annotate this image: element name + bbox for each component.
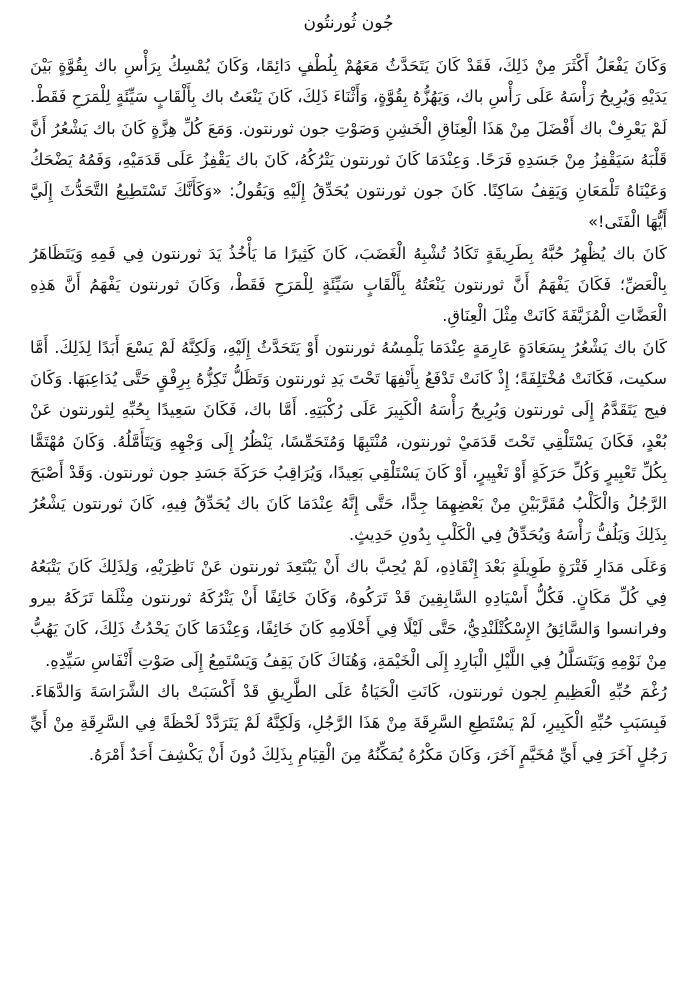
- paragraph-4: وَعَلَى مَدَارِ فَتْرَةٍ طَوِيلَةٍ بَعْدَ إِنْقَاذِهِ، لَمْ يُحِبَّ باك أَنْ يَبْتَعِدَ ثورنتون عَنْ نَاظِرَيْهِ، وَلِذَلِكَ كَانَ يَتْبَعُهُ فِي كُلِّ مَكَانٍ. فَكُلُّ أَسْيَادِهِ السَّابِقِينَ قَدْ تَرَكُوهُ، وَكَانَ خَائِفًا أَنْ يَتْرُكَهُ ثورنتون مِثْلَمَا تَرَكَهُ بيرو وفرانسوا وَالسَّائِقُ الإِسْكُتْلَنْدِيُّ، حَتَّى لَيْلًا فِي أَحْلَامِهِ كَانَ خَائِفًا، وَعِنْدَمَا كَانَ يَحْدُثُ ذَلِكَ، كَانَ يَهُبُّ مِنْ نَوْمِهِ وَيَتَسَلَّلُ فِي اللَّيْلِ الْبَارِدِ إِلَى الْخَيْمَةِ، وَهُنَاكَ كَانَ يَقِفُ وَيَسْتَمِعُ إِلَى صَوْتِ أَنْفَاسِ سَيِّدِهِ.: [30, 556, 667, 670]
- paragraph-1: وَكَانَ يَفْعَلُ أَكْثَرَ مِنْ ذَلِكَ، فَقَدْ كَانَ يَتَحَدَّثُ مَعَهُمْ بِلُطْفٍ دَائِمًا، وَكَانَ يُمْسِكُ بِرَأْسِ باك بِقُوَّةٍ بَيْنَ يَدَيْهِ وَيُرِيحُ رَأْسَهُ عَلَى رَأْسِ باك، وَيَهُزُّهُ بِقُوَّةٍ، وَأَثْنَاءَ ذَلِكَ، كَانَ يَنْعَتُ باك بِأَلْقَابٍ سَيِّئَةٍ لِلْمَرَحِ فَقَطْ. لَمْ يَعْرِفْ باك أَفْضَلَ مِنْ هَذَا الْعِنَاقِ الْخَشِنِ وَصَوْتِ جون ثورنتون. وَمَعَ كُلِّ هِزَّةٍ كَانَ باك يَشْعُرُ أَنَّ قَلْبَهُ سَيَقْفِزُ مِنْ جَسَدِهِ فَرَحًا. وَعِنْدَمَا كَانَ ثورنتون يَتْرُكُهُ، كَانَ باك يَقْفِزُ عَلَى قَدَمَيْهِ، وَفَمُهُ يَضْحَكُ وَعَيْنَاهُ تَلْمَعَانِ وَيَقِفُ سَاكِنًا. كَانَ جون ثورنتون يُحَدِّقُ إِلَيْهِ وَيَقُولُ: «وَكَأَنَّكَ تَسْتَطِيعُ التَّحَدُّثَ إِلَيَّ أَيُّهَا الْفَتَى!»: [30, 56, 667, 232]
- paragraph-2: كَانَ باك يُظْهِرُ حُبَّهُ بِطَرِيقَةٍ تَكَادُ تُشْبِهُ الْغَضَبَ، كَانَ كَثِيرًا مَا يَأْخُذُ يَدَ ثورنتون فِي فَمِهِ وَيَتَظَاهَرُ بِالْعَضِّ؛ فَكَانَ يَفْهَمُ أَنَّ ثورنتون يَنْعَتُهُ بِأَلْقَابٍ سَيِّئَةٍ لِلْمَرَحِ فَقَطْ، وَكَانَ ثورنتون يَفْهَمُ أَنَّ هَذِهِ الْعَضَّاتِ الْمُزَيَّفَةَ كَانَتْ مِثْلَ الْعِنَاقِ.: [30, 243, 667, 326]
- body-text: [30, 50, 667, 770]
- page-title: جُون ثُورنتُون: [303, 13, 394, 33]
- paragraph-3: كَانَ باك يَشْعُرُ بِسَعَادَةٍ عَارِمَةٍ عِنْدَمَا يَلْمِسُهُ ثورنتون أَوْ يَتَحَدَّثُ إِلَيْهِ، وَلَكِنَّهُ لَمْ يَسْعَ أَبَدًا لِذَلِكَ. أَمَّا سكيت، فَكَانَتْ مُخْتَلِفَةً؛ إِذْ كَانَتْ تَدْفَعُ بِأَنْفِهَا تَحْتَ يَدِ ثورنتون وَتَظَلُّ تَكِزُّهُ بِرِفْقٍ حَتَّى يُدَاعِبَهَا. وَكَانَ فيج يَتَقَدَّمُ إِلَى ثورنتون وَيُرِيحُ رَأْسَهُ الْكَبِيرَ عَلَى رُكْبَتِهِ. أَمَّا باك، فَكَانَ سَعِيدًا بِحُبِّهِ لِثورنتون عَنْ بُعْدٍ، فَكَانَ يَسْتَلْقِي تَحْتَ قَدَمَيْ ثورنتون، مُنْتَبِهًا وَمُتَحَمِّسًا، يَنْظُرُ إِلَى وَجْهِهِ وَيَتَأَمَّلُهُ. وَكَانَ مُهْتَمًّا بِكُلِّ تَعْبِيرٍ وَكُلِّ حَرَكَةٍ أَوْ تَغْيِيرٍ، أَوْ كَانَ يَسْتَلْقِي بَعِيدًا، وَيُرَاقِبُ حَرَكَةَ جَسَدِ جون ثورنتون. وَقَدْ أَصْبَحَ الرَّجُلُ وَالْكَلْبُ مُقَرَّبَيْنِ مِنْ بَعْضِهِمَا جِدًّا، حَتَّى إِنَّهُ عِنْدَمَا كَانَ باك يُحَدِّقُ فِيهِ، كَانَ ثورنتون يَشْعُرُ بِذَلِكَ وَيَلُفُّ رَأْسَهُ وَيُحَدِّقُ فِي الْكَلْبِ بِدُونِ حَدِيثٍ.: [30, 337, 667, 545]
- paragraph-5: رُغْمَ حُبِّهِ الْعَظِيمِ لِجون ثورنتون، كَانَتِ الْحَيَاةُ عَلَى الطَّرِيقِ قَدْ أَكْسَبَتْ باك الشَّرَاسَةَ وَالدَّهَاءَ. فَبِسَبَبِ حُبِّهِ الْكَبِيرِ، لَمْ يَسْتَطِعِ السَّرِقَةَ مِنْ هَذَا الرَّجُلِ، وَلَكِنَّهُ لَمْ يَتَرَدَّدْ لَحْظَةً فِي السَّرِقَةِ مِنْ أَيِّ رَجُلٍ آخَرَ فِي أَيِّ مُخَيَّمٍ آخَرَ، وَكَانَ مَكْرُهُ يُمَكِّنُهُ مِنَ الْقِيَامِ بِذَلِكَ دُونَ أَنْ يَكْشِفَ أَحَدٌ أَمْرَهُ.: [30, 681, 667, 764]
